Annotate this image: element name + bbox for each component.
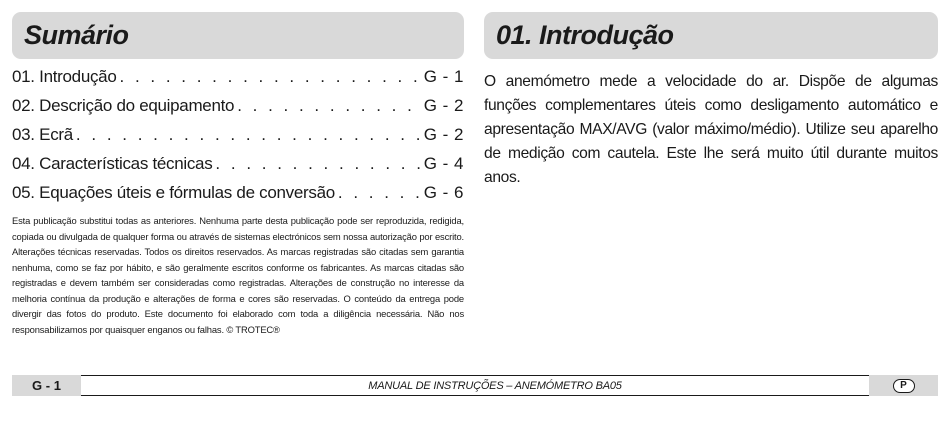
legal-notice: Esta publicação substitui todas as anteriores. Nenhuma parte desta publicação pode ser reproduzida, redigida, copiada ou divulgada de qualquer forma ou através de sistemas electrónicos sem nossa autorização por escrito. Alterações técnicas reservadas. Todos os direitos reservados. As marcas registradas são citadas sem garantia nenhuma, como se faz por hábito, e são geralmente escritos conforme os fabricantes. As marcas citadas são registradas e devem também ser consideradas como registradas. Alterações de construção no interesse da melhoria contínua da produção e alterações de forma e cores são reservadas. O conteúdo da entrega pode divergir das fotos do produto. Este documento foi elaborado com toda a diligência necessária. Não nos responsabilizamos por quaisquer enganos ou falhas. © TROTEC®: [12, 215, 464, 335]
toc-entry-page: G - 2: [423, 125, 464, 144]
toc-entry-page: G - 4: [423, 154, 464, 173]
footer-manual-title: MANUAL DE INSTRUÇÕES – ANEMÓMETRO BA05: [368, 379, 622, 392]
toc-entry[interactable]: [12, 67, 464, 96]
introduction-body: O anemómetro mede a velocidade do ar. Dispõe de algumas funções complementares úteis como desligamento automático e apresentação MAX/AVG (valor máximo/médio). Utilize seu aparelho de medição com cautela. Este lhe será muito útil durante muitos anos.: [484, 73, 938, 186]
toc-entry-label: 03. Ecrã: [12, 125, 73, 144]
toc-entry[interactable]: [12, 96, 464, 125]
language-badge: P: [893, 379, 915, 393]
toc-entry[interactable]: [12, 183, 464, 212]
summary-heading: Sumário: [12, 12, 464, 59]
toc-leader-dots: [120, 67, 421, 87]
toc-entry-page: G - 6: [423, 183, 464, 202]
toc-entry-page: G - 1: [423, 67, 464, 86]
footer-language-box: [869, 375, 938, 396]
toc-entry[interactable]: [12, 125, 464, 154]
toc-leader-dots: [237, 96, 421, 116]
toc-leader-dots: [338, 183, 421, 203]
table-of-contents: [12, 67, 464, 212]
footer-page-number: G - 1: [12, 375, 81, 396]
page-footer: [12, 375, 938, 396]
toc-entry-label: 01. Introdução: [12, 67, 117, 86]
toc-leader-dots: [215, 154, 420, 174]
toc-entry[interactable]: [12, 154, 464, 183]
toc-leader-dots: [76, 125, 421, 145]
toc-entry-page: G - 2: [423, 96, 464, 115]
toc-entry-label: 04. Características técnicas: [12, 154, 213, 173]
introduction-heading: 01. Introdução: [484, 12, 938, 59]
toc-entry-label: 02. Descrição do equipamento: [12, 96, 235, 115]
toc-entry-label: 05. Equações úteis e fórmulas de conversão: [12, 183, 335, 202]
